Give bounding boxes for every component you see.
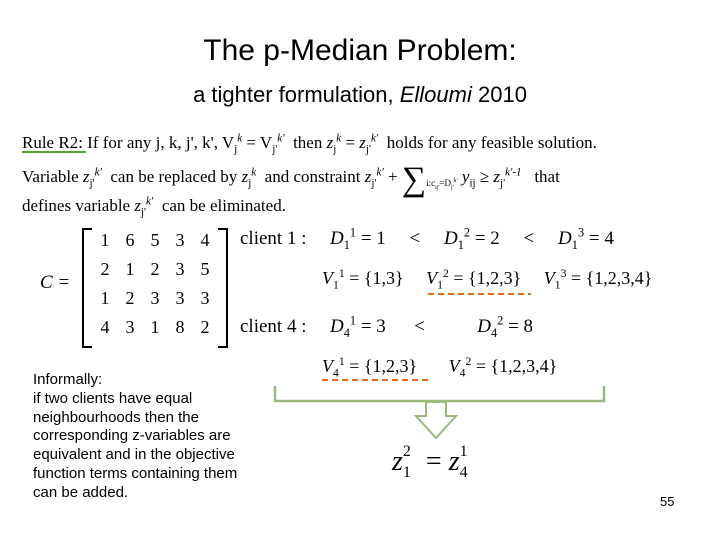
client1-d-row: $D_1^1 = 1$ < $D_1^2 = 2$ < $D_1^3 = 4$ [330,225,614,252]
matrix-cell: 2 [150,259,160,279]
matrix-cell: 2 [200,317,210,337]
matrix-cell: 1 [100,288,110,308]
informal-note [33,371,293,503]
note-line: function terms containing them [33,464,238,482]
matrix-cell: 3 [125,317,135,337]
rule-line1-text: : If for any j, k, j', k', V [78,133,235,152]
rule-label: Rule R2 [22,133,79,152]
subtitle-author: Elloumi [399,82,472,107]
matrix-left-bracket [82,228,92,348]
matrix-cell: 3 [150,288,160,308]
rule-defines: defines variable [22,196,131,215]
result-equation: $z^2_1 = z^1_4$ [392,442,468,481]
matrix-cell: 2 [125,288,135,308]
client1-label: client 1 : [240,228,307,249]
matrix-right-bracket [218,228,228,348]
note-line: corresponding z-variables are [33,427,231,445]
slide-title: The p-Median Problem: [203,34,517,67]
matrix-cell: 1 [125,259,135,279]
slide-subtitle [0,82,720,108]
note-line: can be added. [33,483,129,501]
client1-v-row: $V_1^1 = \{1,3\}$ $V_1^2 = \{1,2,3\}$ $V_1^3 = \{1,2,3,4\}$ [322,267,653,292]
matrix-cell: 2 [100,259,110,279]
rule-variable: Variable [22,167,79,186]
result-equals: = [425,446,442,477]
note-line: if two clients have equal [33,389,193,407]
result-lhs: z [392,446,403,477]
matrix-cell: 4 [100,317,110,337]
note-line: equivalent and in the objective [33,446,235,464]
matrix-cell: 8 [175,317,185,337]
matrix-cell: 3 [175,230,185,250]
matrix-cell: 3 [200,288,210,308]
matrix-cell: 5 [150,230,160,250]
result-rhs: z [448,446,460,477]
rule-then: then [293,133,323,152]
subtitle-year: 2010 [471,82,527,107]
rule-line-3: defines variable $z_{j'}^{k'}$ can be eliminated. [22,195,286,219]
matrix-cell: 5 [200,259,210,279]
note-line: neighbourhoods then the [33,408,199,426]
client4-d-row: $D_4^1 = 3$ < $D_4^2 = 8$ [330,313,534,340]
rule-can-replace: can be replaced by [110,167,238,186]
page-number: 55 [660,494,675,509]
down-arrow-icon [416,402,456,438]
grouping-bracket [275,386,604,401]
subtitle-prefix: a tighter formulation, [193,82,400,107]
rule-line-2: Variable $z_{j'}^{k'}$ can be replaced by $z_j^k$ and constraint $z_{j'}^{k'} + \sum_{i:c_{ij'}=D_{j'}^{k'}}$ $y_{ij} \ge z_{j'}^{k'-1}$ that [22,161,560,198]
matrix-cell: 1 [150,317,160,337]
rule-eliminated: can be eliminated. [161,196,286,215]
rule-holds: holds for any feasible solution. [386,133,597,152]
matrix-cell: 1 [100,230,110,250]
matrix-cell: 3 [175,288,185,308]
client4-v-row: $V_4^1 = \{1,2,3\}$ $V_4^2 = \{1,2,3,4\}$ [322,355,558,380]
rule-that: that [534,167,560,186]
matrix-c [40,228,230,346]
note-line: Informally: [33,371,103,388]
client4-label: client 4 : [240,316,307,337]
matrix-cell: 3 [175,259,185,279]
rule-line-1: Rule R2: If for any j, k, j', k', $V_j^k = V_{j'}^{k'}$ then $z_j^k = z_{j'}^{k'}$ holds for any feasible solution. [22,132,597,156]
matrix-label: C = [40,272,71,293]
rule-and-constraint: and constraint [264,167,361,186]
matrix-cell: 4 [200,230,210,250]
matrix-cell: 6 [125,230,135,250]
